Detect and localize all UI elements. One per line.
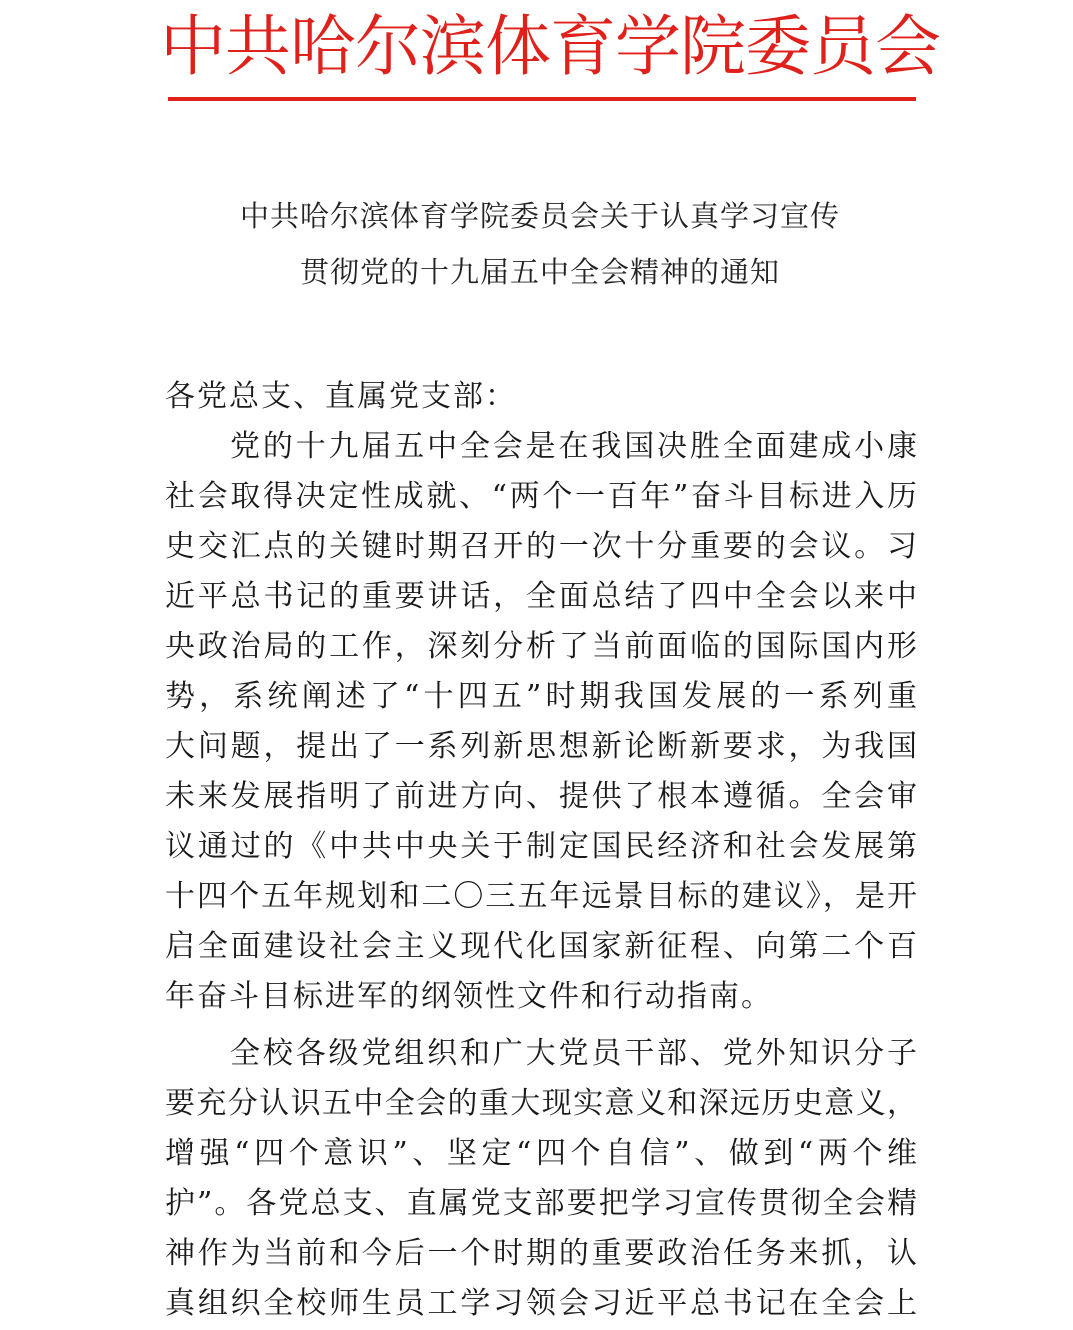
paragraph-1-line: 未来发展指明了前进方向、提供了根本遵循。全会审: [165, 779, 917, 814]
masthead-title: 中共哈尔滨体育学院委员会: [160, 8, 940, 85]
paragraph-2-line: 要充分认识五中全会的重大现实意义和深远历史意义，: [165, 1086, 917, 1121]
paragraph-1-line: 势，系统阐述了“十四五”时期我国发展的一系列重: [165, 679, 917, 714]
paragraph-2-line: 护”。各党总支、直属党支部要把学习宣传贯彻全会精: [165, 1186, 917, 1221]
salutation: 各党总支、直属党支部：: [165, 379, 517, 414]
paragraph-2-line: 真组织全校师生员工学习领会习近平总书记在全会上: [165, 1286, 917, 1321]
paragraph-1-line: 央政治局的工作，深刻分析了当前面临的国际国内形: [165, 629, 917, 664]
paragraph-1-line: 大问题，提出了一系列新思想新论断新要求，为我国: [165, 729, 917, 764]
masthead-red-rule: [168, 97, 916, 101]
paragraph-1-line: 十四个五年规划和二〇三五年远景目标的建议》，是开: [165, 879, 917, 914]
paragraph-1-line: 议通过的《中共中央关于制定国民经济和社会发展第: [165, 829, 917, 864]
paragraph-2-line: 全校各级党组织和广大党员干部、党外知识分子: [230, 1036, 917, 1071]
paragraph-2-line: 增强“四个意识”、坚定“四个自信”、做到“两个维: [165, 1136, 917, 1171]
paragraph-2-line: 神作为当前和今后一个时期的重要政治任务来抓，认: [165, 1236, 917, 1271]
paragraph-1-line: 党的十九届五中全会是在我国决胜全面建成小康: [230, 429, 917, 464]
document-title-line-1: 中共哈尔滨体育学院委员会关于认真学习宣传: [239, 199, 840, 233]
document-title-line-2: 贯彻党的十九届五中全会精神的通知: [299, 255, 780, 289]
paragraph-1-line: 启全面建设社会主义现代化国家新征程、向第二个百: [165, 929, 917, 964]
paragraph-1-line: 年奋斗目标进军的纲领性文件和行动指南。: [165, 979, 773, 1014]
paragraph-1-line: 近平总书记的重要讲话，全面总结了四中全会以来中: [165, 579, 917, 614]
paragraph-1-line: 史交汇点的关键时期召开的一次十分重要的会议。习: [165, 529, 917, 564]
paragraph-1-line: 社会取得决定性成就、“两个一百年”奋斗目标进入历: [165, 479, 917, 514]
